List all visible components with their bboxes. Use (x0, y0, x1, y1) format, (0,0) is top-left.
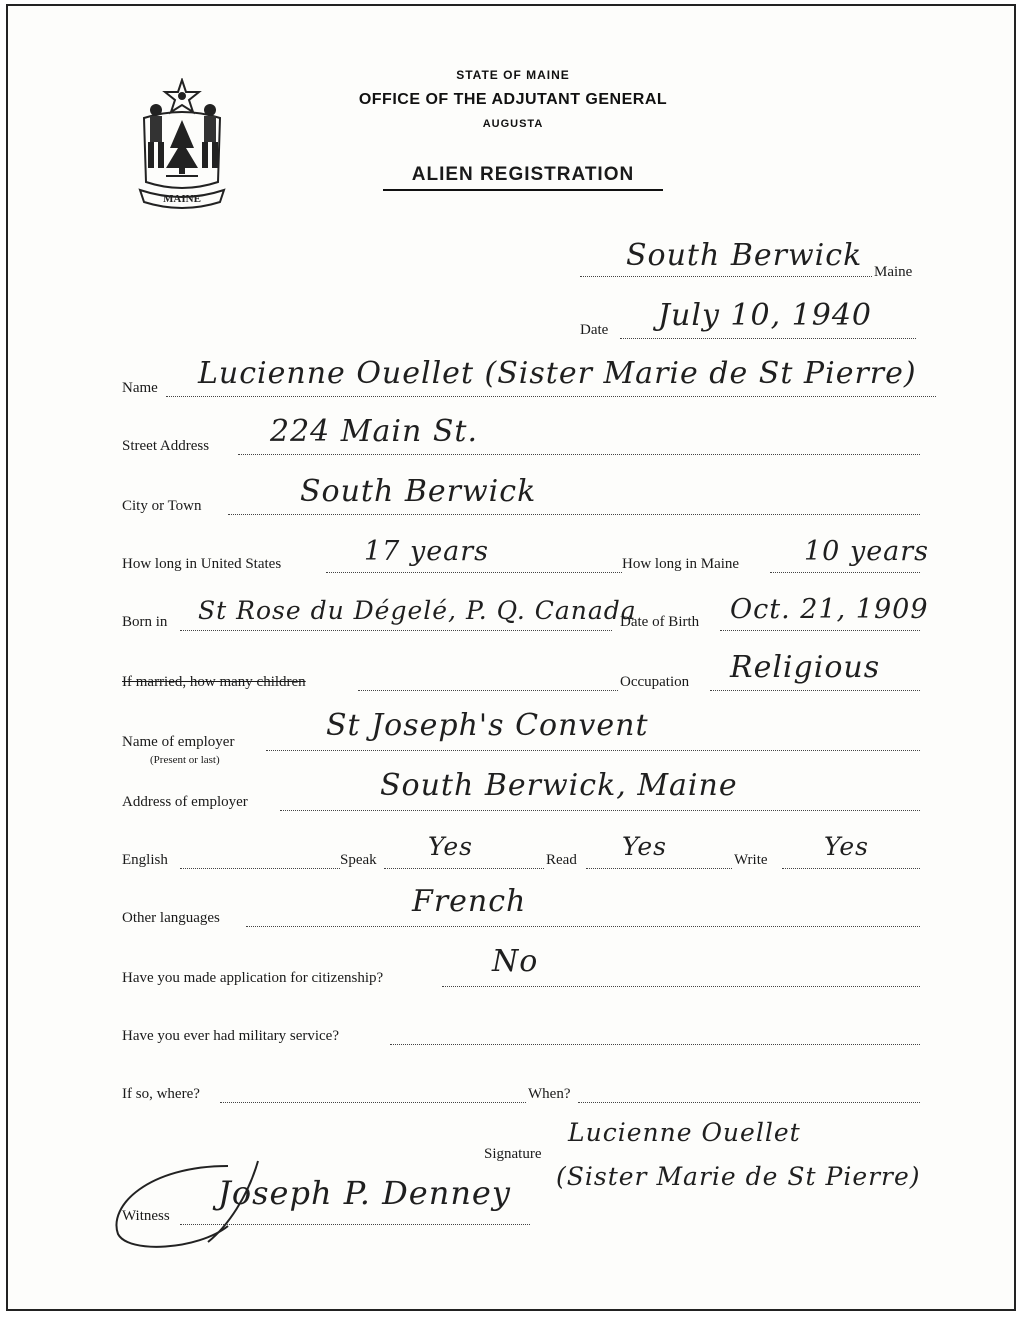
occupation-label: Occupation (620, 674, 690, 690)
english-label: English (122, 852, 168, 868)
write-label: Write (734, 852, 768, 868)
employer-address-dots (280, 810, 920, 811)
married-dots (358, 690, 618, 691)
employer-sub-label: (Present or last) (150, 754, 220, 766)
header-state: STATE OF MAINE (456, 68, 570, 82)
citizenship-dots (442, 986, 920, 987)
occupation-dots (710, 690, 920, 691)
city-value: South Berwick (300, 474, 537, 509)
seal-banner-text: MAINE (163, 193, 201, 205)
citizenship-label: Have you made application for citizenship? (122, 970, 384, 986)
alien-registration-form (6, 4, 1016, 1311)
if-so-where-label: If so, where? (122, 1086, 200, 1102)
city-label: City or Town (122, 498, 202, 514)
employer-label: Name of employer (122, 734, 235, 750)
speak-dots (384, 868, 544, 869)
employer-dots (266, 750, 920, 751)
employer-value: St Joseph's Convent (326, 708, 649, 743)
form-title: ALIEN REGISTRATION (383, 164, 663, 191)
street-dots (238, 454, 920, 455)
occupation-value: Religious (730, 650, 881, 685)
street-value: 224 Main St. (270, 414, 478, 449)
header-office: OFFICE OF THE ADJUTANT GENERAL (358, 91, 668, 108)
signature-line-1: Lucienne Ouellet (568, 1118, 801, 1147)
name-dots (166, 396, 936, 397)
other-languages-dots (246, 926, 920, 927)
date-label: Date (580, 322, 609, 338)
if-so-where-dots (220, 1102, 526, 1103)
married-label: If married, how many children (122, 674, 306, 690)
citizenship-value: No (492, 944, 539, 979)
employer-address-label: Address of employer (122, 794, 248, 810)
dob-value: Oct. 21, 1909 (730, 594, 929, 625)
place-dots (580, 276, 872, 277)
date-dots (620, 338, 916, 339)
how-long-maine-label: How long in Maine (622, 556, 740, 572)
military-dots (390, 1044, 920, 1045)
place-suffix-label: Maine (874, 264, 913, 280)
born-dots (180, 630, 612, 631)
write-value: Yes (824, 832, 869, 861)
employer-address-value: South Berwick, Maine (380, 768, 738, 803)
header-city: AUGUSTA (482, 118, 544, 130)
dob-label: Date of Birth (620, 614, 700, 630)
how-long-maine-dots (770, 572, 920, 573)
speak-value: Yes (428, 832, 473, 861)
other-languages-value: French (412, 884, 527, 919)
read-value: Yes (622, 832, 667, 861)
street-label: Street Address (122, 438, 210, 454)
read-label: Read (546, 852, 577, 868)
read-dots (586, 868, 732, 869)
place-value: South Berwick (626, 238, 863, 273)
military-label: Have you ever had military service? (122, 1028, 339, 1044)
how-long-us-dots (326, 572, 622, 573)
date-value: July 10, 1940 (658, 298, 873, 333)
name-value: Lucienne Ouellet (Sister Marie de St Pierre) (198, 356, 917, 391)
how-long-us-label: How long in United States (122, 556, 282, 572)
when-label: When? (528, 1086, 571, 1102)
when-dots (578, 1102, 920, 1103)
speak-label: Speak (340, 852, 377, 868)
how-long-us-value: 17 years (364, 536, 490, 567)
english-dots (180, 868, 340, 869)
how-long-maine-value: 10 years (804, 536, 930, 567)
born-label: Born in (122, 614, 168, 630)
city-dots (228, 514, 920, 515)
write-dots (782, 868, 920, 869)
name-label: Name (122, 380, 158, 396)
witness-value: Joseph P. Denney (218, 1174, 511, 1212)
other-languages-label: Other languages (122, 910, 220, 926)
witness-label: Witness (122, 1208, 170, 1224)
signature-line-2: (Sister Marie de St Pierre) (556, 1162, 921, 1191)
signature-label: Signature (484, 1146, 542, 1162)
born-value: St Rose du Dégelé, P. Q. Canada (198, 596, 637, 625)
dob-dots (720, 630, 920, 631)
